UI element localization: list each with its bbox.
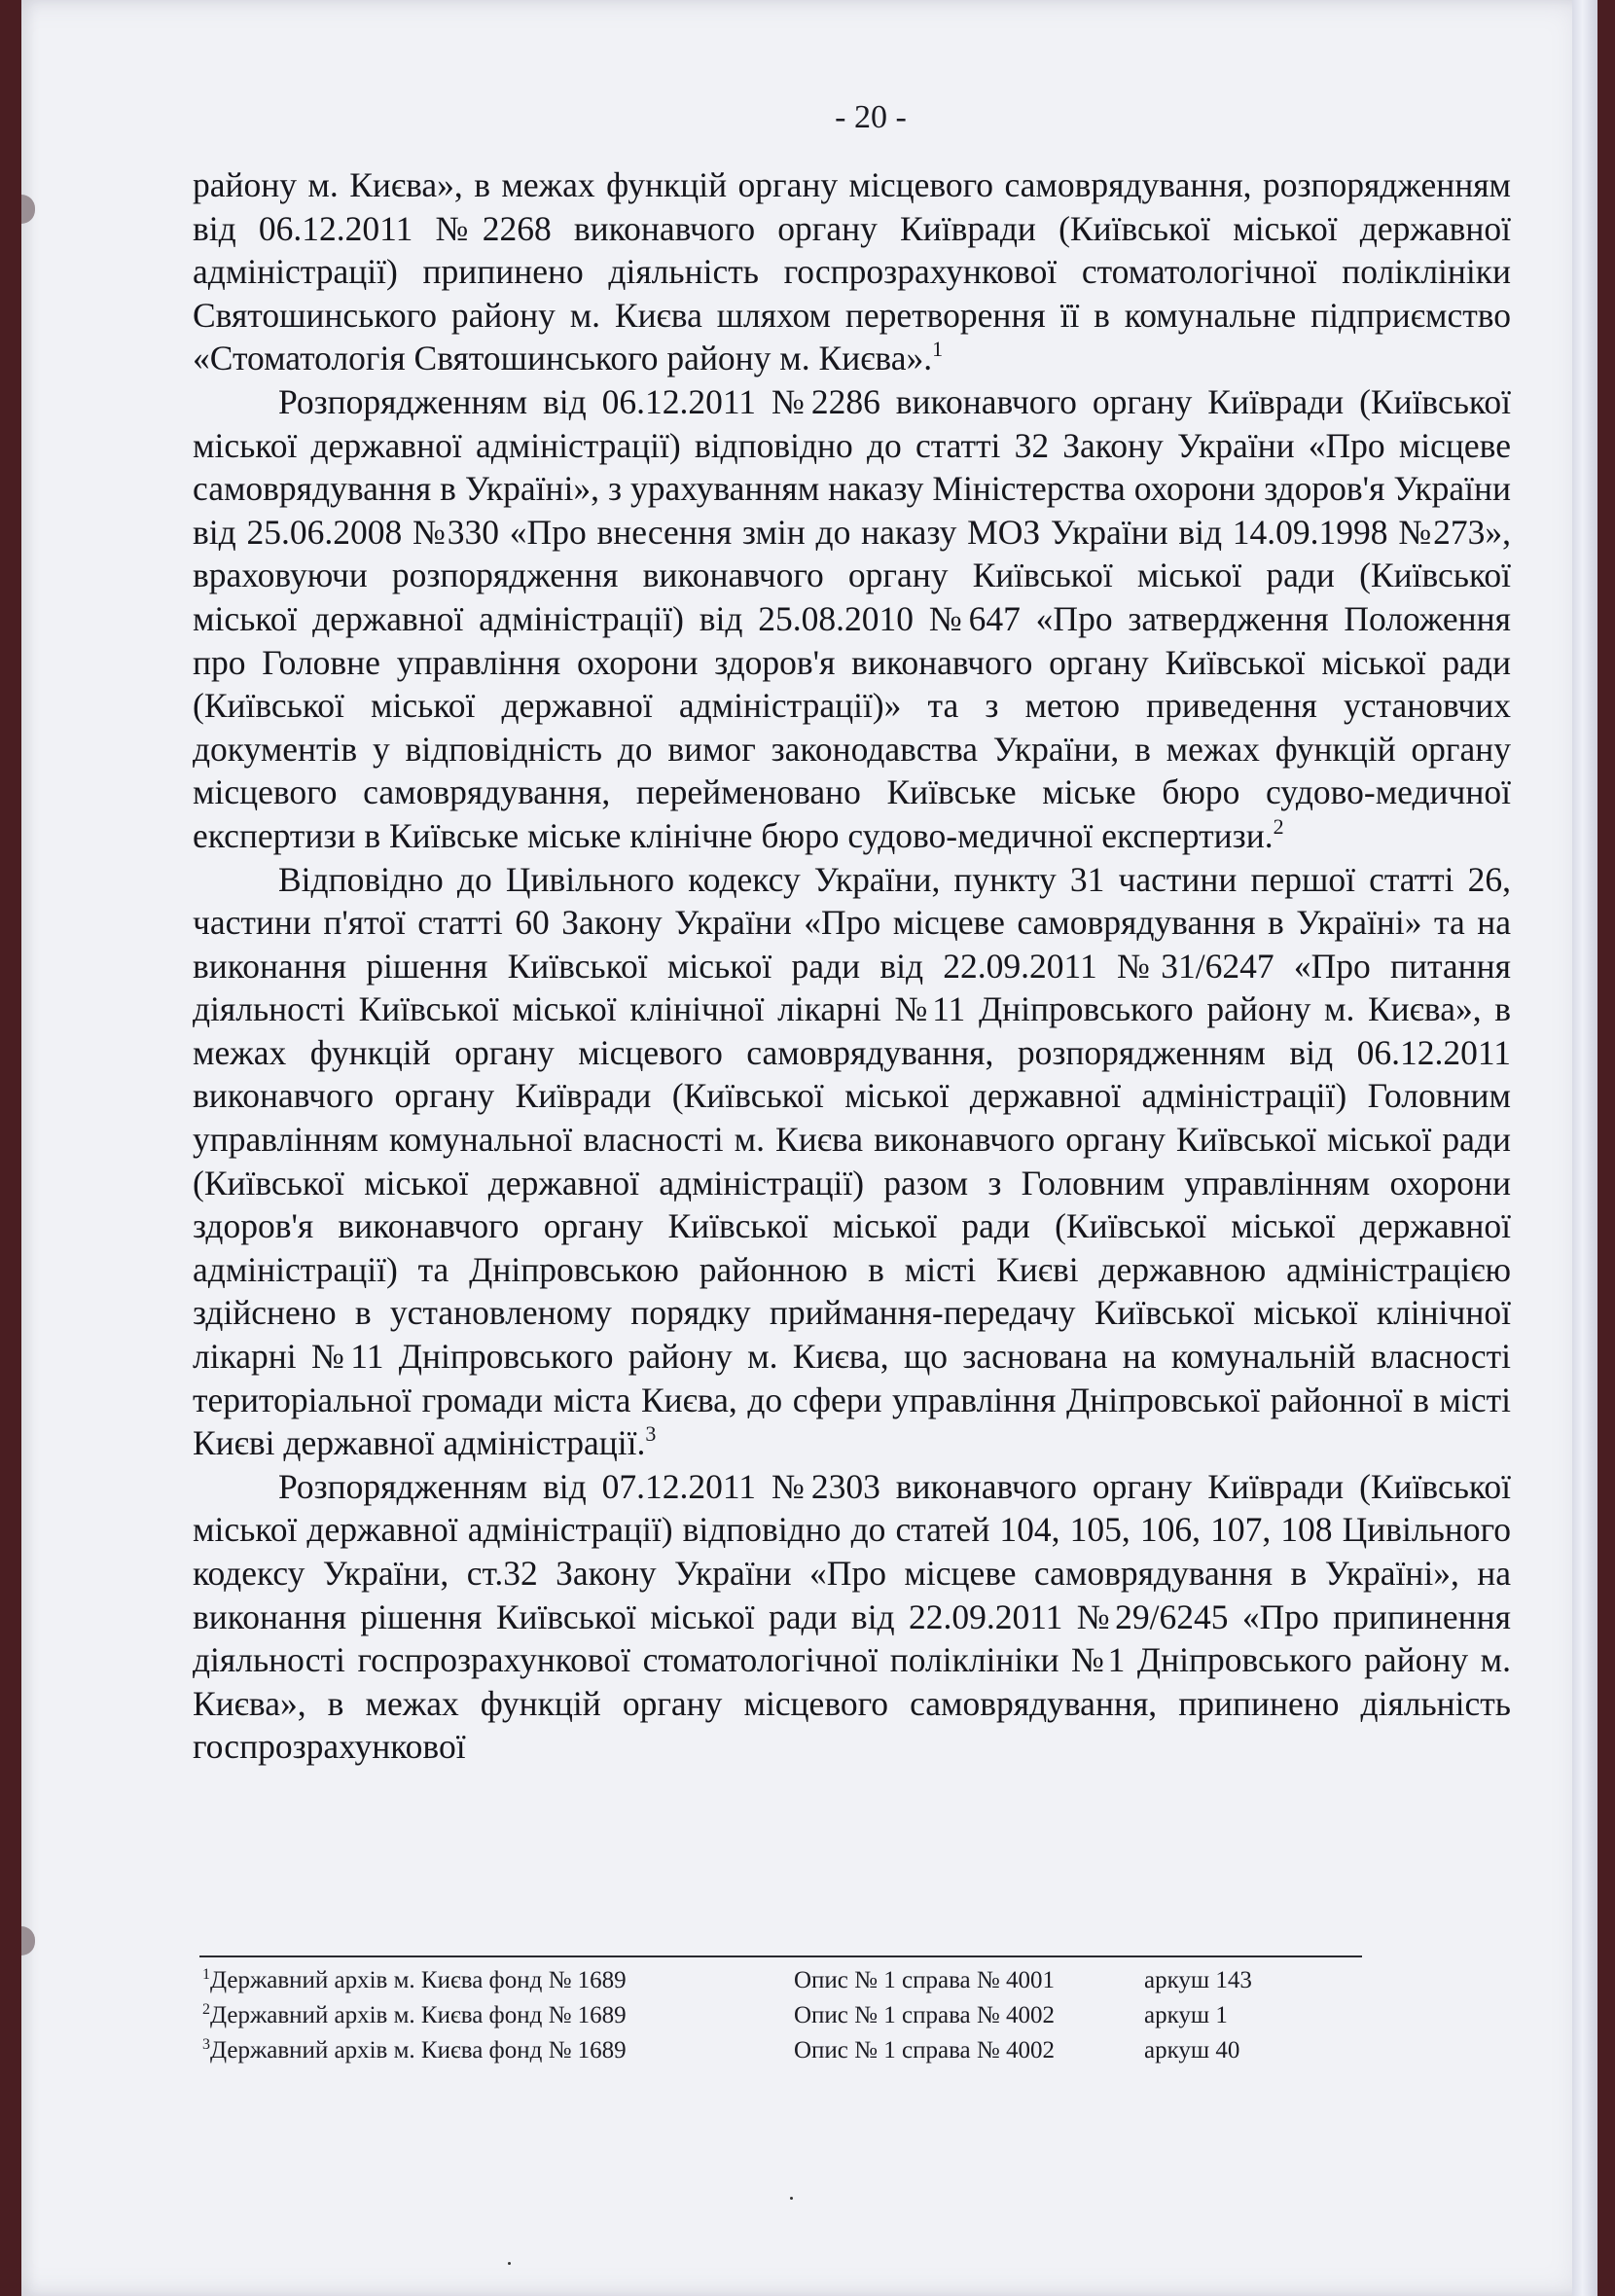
footnote-number: 3 [202, 2036, 210, 2053]
footnote-3 [202, 2033, 1370, 2068]
footnote-number: 2 [202, 2001, 210, 2018]
footnote-archive: Державний архів м. Києва фонд № 1689 [210, 1967, 627, 1993]
footnote-separator [199, 1955, 1362, 1957]
paragraph-text: Розпорядженням від 06.12.2011 №2286 виконавчого органу Київради (Київської міської державної адміністрації) відповідно до статті 32 Закону України «Про місцеве самоврядування в Україні», з урахуванням наказу Міністерства охорони здоров'я України від 25.06.2008 №330 «Про внесення змін до наказу МОЗ України від 14.09.1998 №273», враховуючи розпорядження виконавчого органу Київської міської ради (Київської міської державної адміністрації) від 25.08.2010 №647 «Про затвердження Положення про Головне управління охорони здоров'я виконавчого органу Київської міської ради (Київської міської державної адміністрації)» та з метою приведення установчих документів у відповідність до вимог законодавства України, в межах функцій органу місцевого самоврядування, перейменовано Київське міське бюро судово-медичної експертизи в Київське міське клінічне бюро судово-медичної експертизи. [193, 381, 1511, 855]
footnote-1 [202, 1963, 1370, 1998]
document-body [193, 163, 1511, 1769]
paragraph-text: Відповідно до Цивільного кодексу України, пункту 31 частини першої статті 26, частини п'ятої статті 60 Закону України «Про місцеве самоврядування в Україні» та на виконання рішення Київської міської ради від 22.09.2011 №31/6247 «Про питання діяльності Київської міської клінічної лікарні №11 Дніпровського району м. Києва», в межах функцій органу місцевого самоврядування, розпорядженням від 06.12.2011 виконавчого органу Київради (Київської міської державної адміністрації) Головним управлінням комунальної власності м. Києва виконавчого органу Київської міської ради (Київської міської державної адміністрації) разом з Головним управлінням охорони здоров'я виконавчого органу Київської міської ради (Київської міської державної адміністрації) та Дніпровською районною в місті Києві державною адміністрацією здійснено в установленому порядку приймання-передачу Київської міської клінічної лікарні №11 Дніпровського району м. Києва, що заснована на комунальній власності територіальної громади міста Києва, до сфери управління Дніпровської районної в місті Києві державної адміністрації. [193, 859, 1511, 1463]
speck [790, 2197, 793, 2200]
footnote-sheet: аркуш 143 [1144, 1967, 1252, 1993]
paragraph-3 [193, 858, 1511, 1465]
footnote-sheet: аркуш 40 [1144, 2037, 1240, 2063]
footnotes [202, 1963, 1370, 2068]
paragraph-4 [193, 1465, 1511, 1769]
page-edge [1572, 0, 1597, 2296]
page-number: - 20 - [835, 99, 907, 135]
footnote-number: 1 [202, 1966, 210, 1983]
footnote-archive: Державний архів м. Києва фонд № 1689 [210, 2037, 627, 2063]
footnote-ref: 3 [645, 1421, 657, 1447]
footnote-sheet: аркуш 1 [1144, 2002, 1228, 2028]
paragraph-2 [193, 380, 1511, 858]
footnote-ref: 1 [932, 337, 944, 362]
footnote-archive: Державний архів м. Києва фонд № 1689 [210, 2002, 627, 2028]
binding-hole [21, 195, 35, 224]
footnote-2 [202, 1998, 1370, 2033]
speck [508, 2262, 511, 2265]
footnote-file: Опис № 1 справа № 4001 [794, 1967, 1056, 1993]
paragraph-text: Розпорядженням від 07.12.2011 №2303 виконавчого органу Київради (Київської міської державної адміністрації) відповідно до статей 104, 105, 106, 107, 108 Цивільного кодексу України, ст.32 Закону України «Про місцеве самоврядування в Україні», на виконання рішення Київської міської ради від 22.09.2011 №29/6245 «Про припинення діяльності госпрозрахункової стоматологічної поліклініки №1 Дніпровського району м. Києва», в межах функцій органу місцевого самоврядування, припинено діяльність госпрозрахункової [193, 1466, 1511, 1767]
footnote-file: Опис № 1 справа № 4002 [794, 2002, 1056, 2028]
paragraph-text: району м. Києва», в межах функцій органу місцевого самоврядування, розпорядженням від 06.12.2011 №2268 виконавчого органу Київради (Київської міської державної адміністрації) припинено діяльність госпрозрахункової стоматологічної поліклініки Святошинського району м. Києва шляхом перетворення її в комунальне підприємство «Стоматологія Святошинського району м. Києва». [193, 165, 1511, 378]
footnote-file: Опис № 1 справа № 4002 [794, 2037, 1056, 2063]
binding-hole [21, 1926, 35, 1955]
paragraph-1 [193, 163, 1511, 380]
footnote-ref: 2 [1273, 813, 1284, 839]
